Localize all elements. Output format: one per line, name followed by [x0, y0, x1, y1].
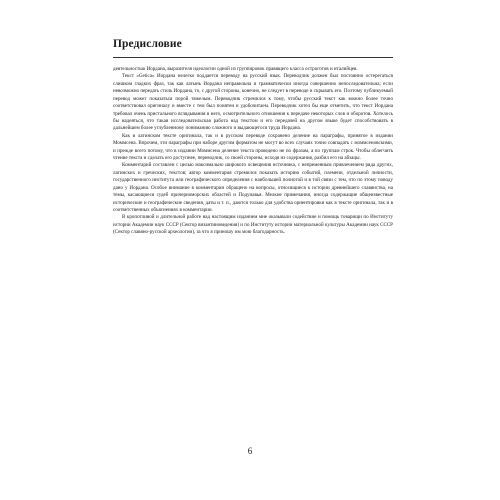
paragraph-division: Как в латинском тексте оригинала, так и в русском переводе сохранено деление на параграфы, принятое в издании Моммсена. Впрочем, эти параграфы при наборе другим форматом не могут во всех случаях точно совпадать с моммсеновскими, и прежде всего потому, что в издании Моммсена деление текста проведено не по фразам, а по группам строк. Чтобы облегчить чтение текста и сделать его доступнее, переводчик, со своей стороны, исходя из содержания, разбил его на абзацы.: [113, 132, 393, 162]
page-heading: Предисловие: [113, 38, 182, 50]
paragraph-acknowledgement: В кропотливой и длительной работе над настоящим изданием мне оказывали содействие и помощь товарищи по Институту истории Академии наук СССР (Сектор византиноведения) и по Институту истории материальной культуры Академии наук СССР (Сектор славяно-русской археологии), за что я приношу им мою благодарность.: [113, 214, 393, 236]
body-text: [113, 66, 393, 237]
paragraph-translation: Текст «Getica» Иордана нелегко поддается переводу на русский язык. Переводчик должен был постоянно остерегаться слишком гладких фраз, так как латынь Иордана неправильна и грамматически иногда совершенно непоследовательна; если невозможно передать стиль Иордана, то, с другой стороны, конечно, не следует в переводе и скрывать его. Поэтому публикуемый перевод может показаться порой тяжелым. Переводчик стремился к тому, чтобы русский текст как можно более точно соответствовал оригиналу и вместе с тем был понятен и удобочитаем. Переводчик хотел бы еще отметить, что текст Иордана требовал очень пристального вглядывания в него, осмотрительного отношения к передаче некоторых слов и оборотов. Хотелось бы надеяться, что такая исследовательская работа над текстом и его передачей на другом языке будет способствовать в дальнейшем более углубленному пониманию сложного и выдающегося труда Иордана.: [113, 73, 393, 132]
page-number: 6: [247, 446, 253, 456]
paragraph-commentary: Комментарий составлен с целью максимально широкого освещения источника, с непременным привлечением ряда других, латинских и греческих, текстов; автор комментария стремился показать историю событий, племени, отдельной личности, государственного института или географического определения с наибольшей полнотой и в той связи с тем, что по этому поводу дано у Иордана. Особое внимание в комментарии обращено на вопросы, относящиеся к истории древнейшего славянства, на темы, касающиеся судеб причерноморских областей и Подунавья. Мелкие примечания, иногда содержащие общеизвестные исторические и географические сведения, даты и т. п., даются только для удобства ориентировки как в тексте оригинала, так и в соответственных объяснениях в комментарии.: [113, 162, 393, 214]
heading-rule: [113, 57, 393, 58]
paragraph-continued: деятельностью Иордана, выразителя идеологии одной из группировок правящего класса остроготов и италийцев.: [113, 66, 358, 72]
